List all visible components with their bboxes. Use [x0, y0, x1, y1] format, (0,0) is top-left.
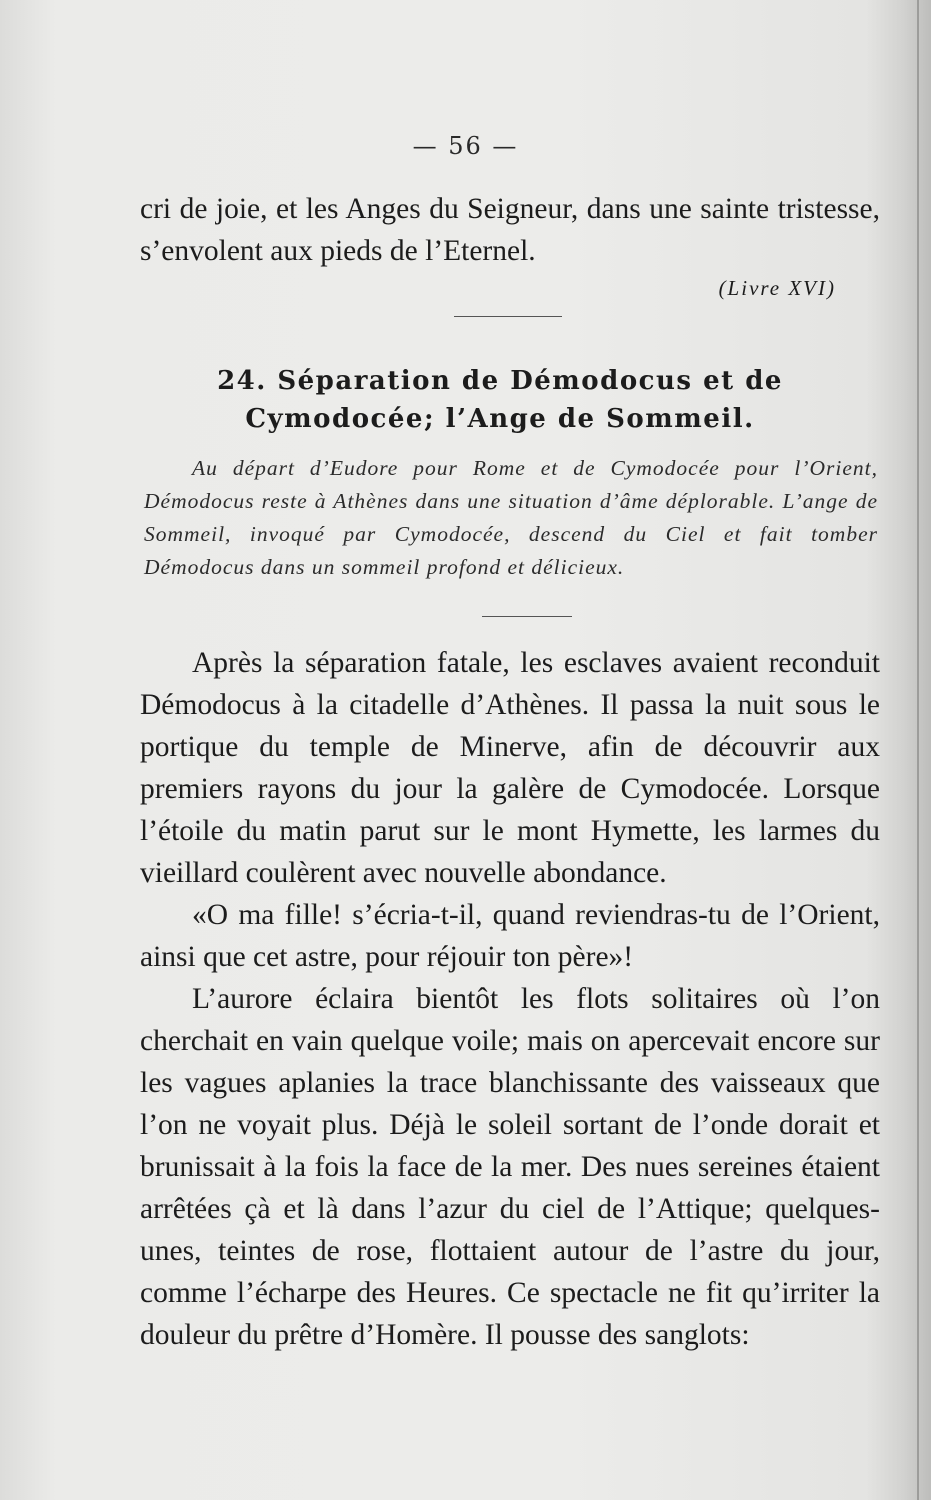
continuation-block — [140, 188, 880, 272]
paragraph: «O ma fille! s’écria-t-il, quand reviendras-tu de l’Orient, ainsi que cet astre, pour réjouir ton père»! — [140, 899, 880, 973]
source-reference: (Livre XVI) — [718, 276, 836, 300]
separator-rule — [454, 316, 562, 317]
section-summary: Au départ d’Eudore pour Rome et de Cymodocée pour l’Orient, Démodocus reste à Athènes dans une situation d’âme déplorable. L’ange de Sommeil, invoqué par Cymodocée, descend du Ciel et fait tomber Démodocus dans un sommeil profond et délicieux. — [144, 456, 878, 579]
page-number: — 56 — — [412, 132, 519, 160]
section-heading: 24. Séparation de Démodocus et de Cymodocée; l’Ange de Sommeil. — [217, 366, 783, 434]
main-text — [140, 642, 880, 1356]
paragraph: Après la séparation fatale, les esclaves avaient reconduit Démodocus à la citadelle d’Athènes. Il passa la nuit sous le portique du temple de Minerve, afin de découvrir aux premiers rayons du jour la galère de Cymodocée. Lorsque l’étoile du matin parut sur le mont Hymette, les larmes du vieillard coulèrent avec nouvelle abondance. — [140, 647, 880, 889]
page-edge-shadow — [917, 0, 919, 1500]
continuation-text: cri de joie, et les Anges du Seigneur, dans une sainte tristesse, s’envolent aux pieds de l’Eternel. — [140, 193, 880, 267]
paragraph: L’aurore éclaira bientôt les flots solitaires où l’on cherchait en vain quelque voile; mais on apercevait encore sur les vagues aplanies la trace blanchissante des vaisseaux que l’on ne voyait plus. Déjà le soleil sortant de l’onde dorait et brunissait à la fois la face de la mer. Des nues sereines étaient arrêtées çà et là dans l’azur du ciel de l’Attique; quelques-unes, teintes de rose, flottaient autour de l’astre du jour, comme l’écharpe des Heures. Ce spectacle ne fit qu’irriter la douleur du prêtre d’Homère. Il pousse des sanglots: — [140, 983, 880, 1351]
separator-rule — [482, 616, 572, 617]
